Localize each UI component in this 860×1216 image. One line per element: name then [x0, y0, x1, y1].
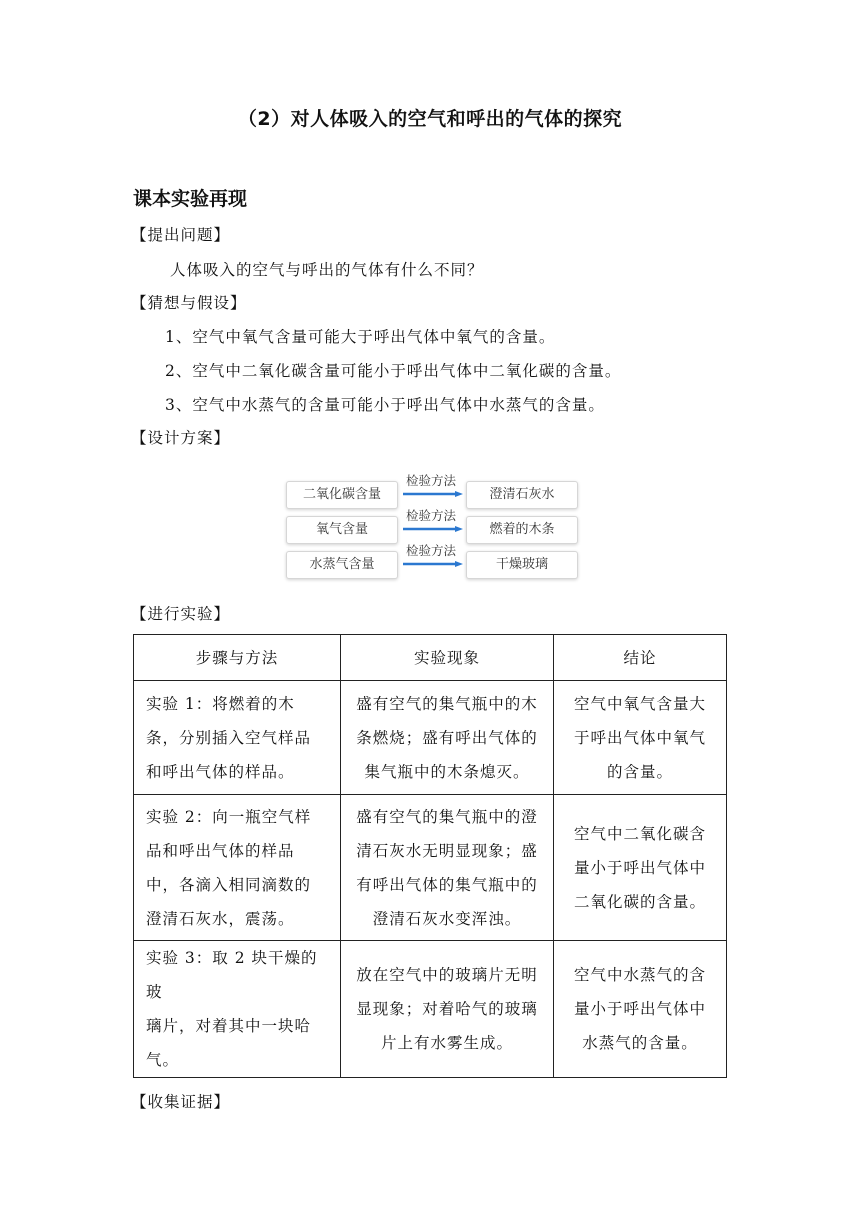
- hypothesis-item: 1、空气中氧气含量可能大于呼出气体中氧气的含量。: [165, 328, 556, 346]
- table-row: [134, 795, 727, 941]
- cell-line: 二氧化碳的含量。: [573, 892, 706, 911]
- diagram-row: [286, 508, 578, 544]
- cell-line: 和呼出气体的样品。: [146, 762, 295, 781]
- conclusion-cell: [554, 681, 727, 795]
- cell-line: 清石灰水无明显现象；盛: [356, 841, 538, 860]
- conclusion-cell: [554, 941, 727, 1078]
- table-header-cell: 步骤与方法: [134, 635, 341, 681]
- section-heading: 课本实验再现: [133, 188, 248, 210]
- table-header-cell: 结论: [554, 635, 727, 681]
- phenomenon-cell: [341, 941, 554, 1078]
- diagram-box-measure: 氧气含量: [286, 516, 398, 544]
- diagram-row: [286, 473, 578, 509]
- table-row: [134, 681, 727, 795]
- diagram-box-measure: 水蒸气含量: [286, 551, 398, 579]
- cell-line: 气。: [146, 1051, 180, 1069]
- cell-line: 盛有空气的集气瓶中的木: [356, 694, 538, 713]
- diagram-row: [286, 543, 578, 579]
- cell-line: 条燃烧；盛有呼出气体的: [356, 728, 538, 747]
- cell-line: 实验 1：将燃着的木: [146, 694, 295, 713]
- hypothesis-heading: 【猜想与假设】: [131, 294, 247, 312]
- cell-line: 显现象；对着哈气的玻璃: [356, 1000, 538, 1018]
- cell-line: 片上有水雾生成。: [380, 1034, 513, 1052]
- cell-line: 澄清石灰水，震荡。: [146, 909, 295, 928]
- right-arrow-icon: [403, 526, 463, 532]
- evidence-heading: 【收集证据】: [131, 1093, 231, 1111]
- diagram-arrow-label: 检验方法: [405, 508, 456, 523]
- cell-line: 实验 3：取 2 块干燥的玻: [146, 949, 318, 1001]
- cell-line: 有呼出气体的集气瓶中的: [356, 875, 538, 894]
- method-cell: [134, 681, 341, 795]
- design-heading: 【设计方案】: [131, 429, 231, 447]
- cell-line: 璃片，对着其中一块哈: [146, 1017, 312, 1035]
- cell-line: 澄清石灰水变浑浊。: [372, 909, 522, 928]
- cell-line: 量小于呼出气体中: [573, 858, 706, 877]
- phenomenon-cell: [341, 795, 554, 941]
- cell-line: 空气中水蒸气的含: [573, 966, 706, 984]
- table-header-cell: 实验现象: [341, 635, 554, 681]
- experiment-table: [133, 634, 727, 1078]
- question-text: 人体吸入的空气与呼出的气体有什么不同？: [170, 261, 484, 279]
- diagram-arrow-label: 检验方法: [405, 473, 456, 488]
- cell-line: 空气中氧气含量大: [573, 694, 706, 713]
- cell-line: 实验 2：向一瓶空气样: [146, 807, 312, 826]
- table-row: [134, 941, 727, 1078]
- diagram-box-method: 澄清石灰水: [466, 481, 578, 509]
- hypothesis-item: 2、空气中二氧化碳含量可能小于呼出气体中二氧化碳的含量。: [165, 362, 622, 380]
- cell-line: 盛有空气的集气瓶中的澄: [356, 807, 538, 826]
- page-title: （2）对人体吸入的空气和呼出的气体的探究: [237, 108, 623, 130]
- diagram-arrow-label: 检验方法: [405, 543, 456, 558]
- cell-line: 放在空气中的玻璃片无明: [356, 966, 538, 984]
- diagram-box-method: 干燥玻璃: [466, 551, 578, 579]
- method-cell: [134, 795, 341, 941]
- conclusion-cell: [554, 795, 727, 941]
- cell-line: 中，各滴入相同滴数的: [146, 875, 312, 894]
- hypothesis-item: 3、空气中水蒸气的含量可能小于呼出气体中水蒸气的含量。: [165, 396, 605, 414]
- cell-line: 条，分别插入空气样品: [146, 728, 312, 747]
- method-cell: [134, 941, 341, 1078]
- diagram-box-method: 燃着的木条: [466, 516, 578, 544]
- cell-line: 的含量。: [606, 762, 673, 781]
- cell-line: 量小于呼出气体中: [573, 1000, 706, 1018]
- cell-line: 品和呼出气体的样品: [146, 841, 295, 860]
- cell-line: 集气瓶中的木条熄灭。: [364, 762, 530, 781]
- experiment-heading: 【进行实验】: [131, 605, 231, 623]
- cell-line: 空气中二氧化碳含: [573, 824, 706, 843]
- diagram-box-measure: 二氧化碳含量: [286, 481, 398, 509]
- question-heading: 【提出问题】: [131, 226, 231, 244]
- right-arrow-icon: [403, 491, 463, 497]
- table-header-row: [134, 635, 727, 681]
- cell-line: 于呼出气体中氧气: [573, 728, 706, 747]
- right-arrow-icon: [403, 561, 463, 567]
- phenomenon-cell: [341, 681, 554, 795]
- cell-line: 水蒸气的含量。: [582, 1034, 698, 1052]
